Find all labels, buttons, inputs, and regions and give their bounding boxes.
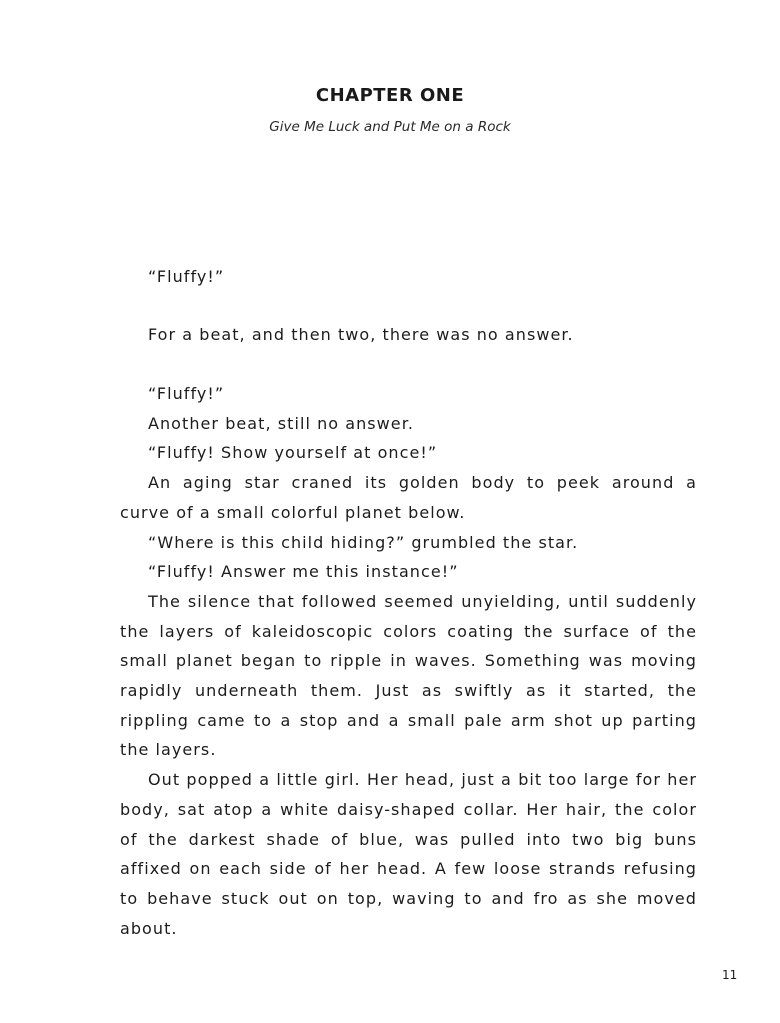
chapter-title: CHAPTER ONE [315,85,465,106]
paragraph: “Where is this child hiding?” grumbled the star. [148,532,579,552]
paragraph: “Fluffy! Show yourself at once!” [148,443,438,463]
paragraph: “Fluffy!” [148,267,225,286]
paragraph: “Fluffy! Answer me this instance!” [148,562,459,582]
body-block-3 [120,379,697,943]
paragraph: The silence that followed seemed unyielding, until suddenly the layers of kaleidoscopic colors coating the surface of the small planet began to ripple in waves. Something was moving rapidly underneath them. Just as swiftly as it started, the rippling came to a stop and a small pale arm shot up parting the layers. [120,591,697,760]
body-block-1 [120,262,697,292]
paragraph: An aging star craned its golden body to peek around a curve of a small colorful planet below. [120,473,697,522]
paragraph: “Fluffy!” [148,384,225,403]
chapter-subtitle: Give Me Luck and Put Me on a Rock [269,119,511,135]
body-block-2 [120,320,697,350]
paragraph: Another beat, still no answer. [148,413,414,433]
paragraph: Out popped a little girl. Her head, just a bit too large for her body, sat atop a white daisy-shaped collar. Her hair, the color of the darkest shade of blue, was pulled into two big buns affixed on each side of her head. A few loose strands refusing to behave stuck out on top, waving to and fro as she moved about. [120,770,697,938]
paragraph: For a beat, and then two, there was no answer. [148,325,574,344]
page-number: 11 [722,968,738,982]
